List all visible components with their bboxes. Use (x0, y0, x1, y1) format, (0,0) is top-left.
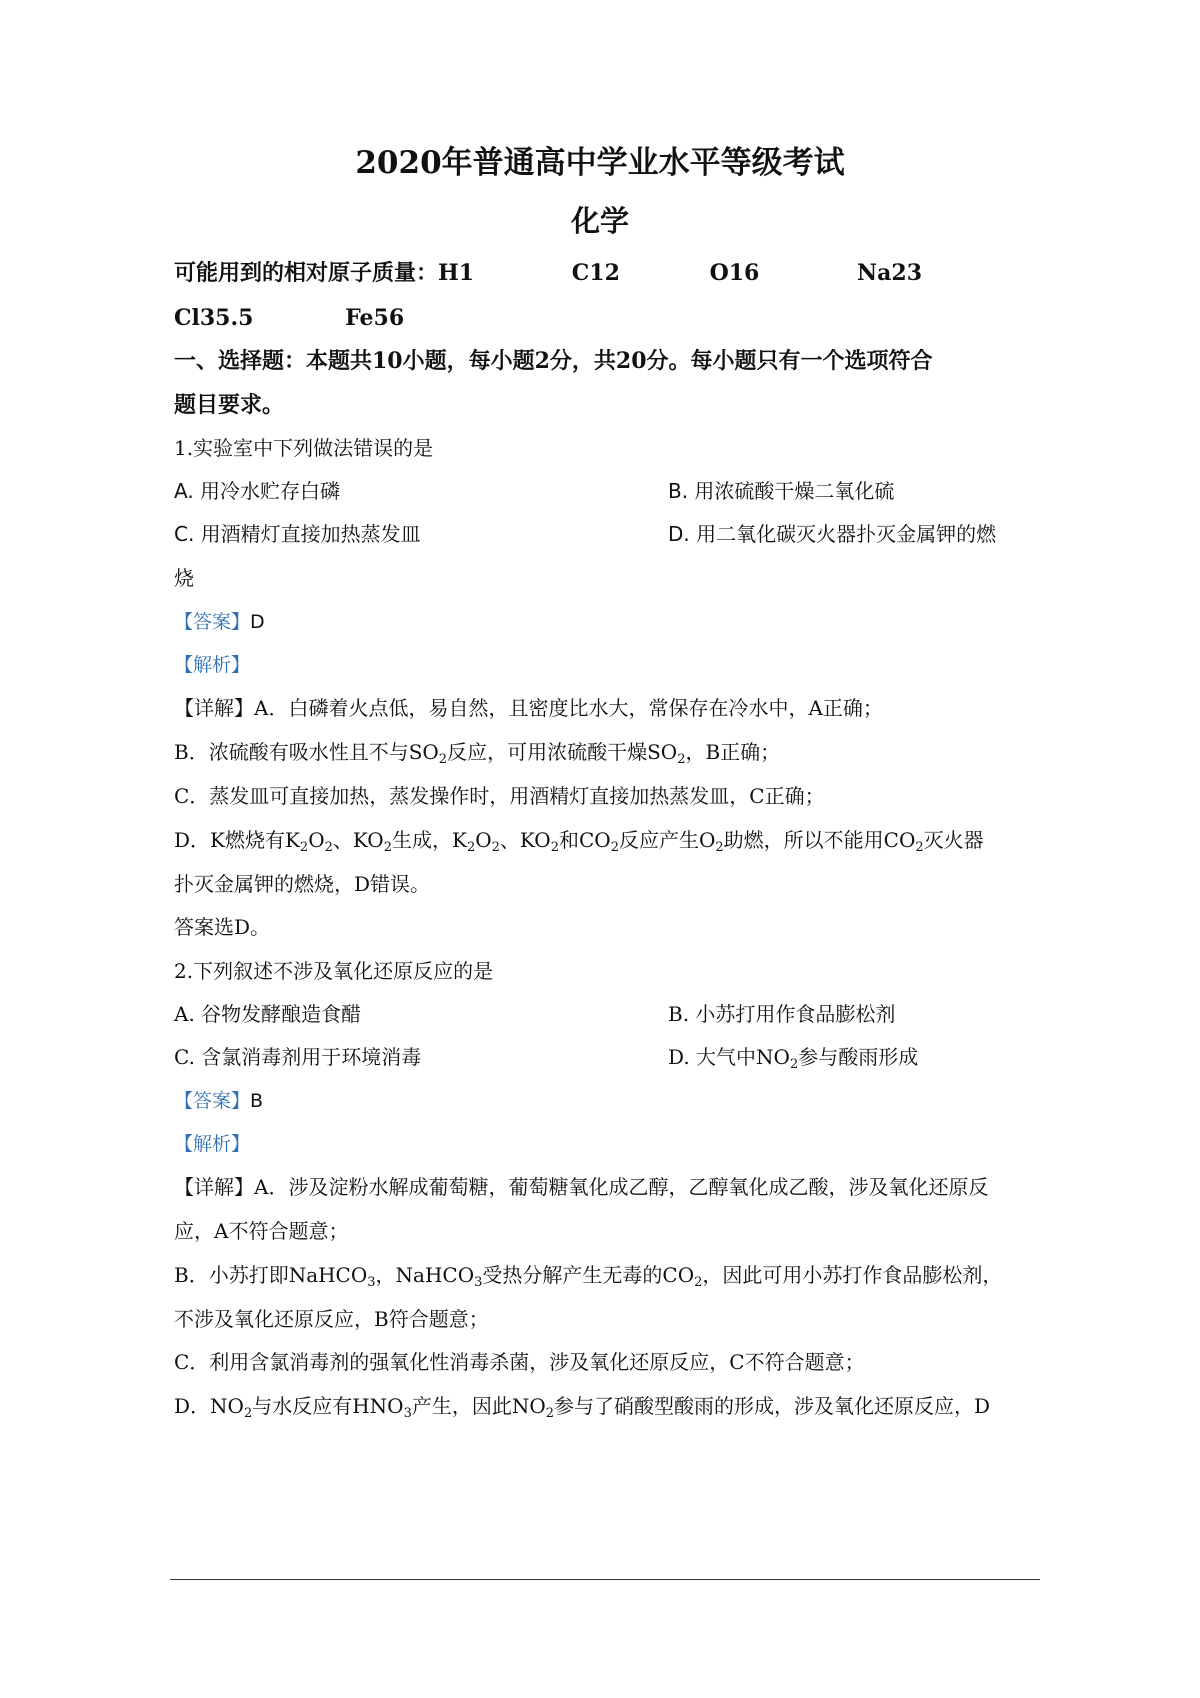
section-heading-cont: 题目要求。 (174, 392, 285, 418)
atomic-mass-fe: Fe56 (345, 305, 405, 331)
q1-option-d: D. 用二氧化碳灭火器扑灭金属钾的燃 (668, 522, 997, 546)
q1-option-c: C. 用酒精灯直接加热蒸发皿 (174, 522, 421, 546)
q1-answer (174, 611, 1044, 632)
atomic-mass-label: 可能用到的相对原子质量： (174, 260, 439, 286)
atomic-mass-c: C12 (571, 260, 620, 286)
atomic-mass-o: O16 (709, 260, 760, 286)
answer-label: 【答案】 (174, 1090, 251, 1112)
q2-detail-d: D．$NO_2$与水反应有$HNO_3$产生，因此$NO_2$参与了硝酸型酸雨的形成，涉及氧化还原反应，D (174, 1394, 991, 1421)
atomic-mass-line-2 (174, 307, 1044, 329)
q2-option-a: A. 谷物发酵酿造食醋 (174, 1002, 362, 1026)
q2-option-c: C. 含氯消毒剂用于环境消毒 (174, 1045, 422, 1069)
q1-option-b: B. 用浓硫酸干燥二氧化硫 (668, 479, 895, 503)
q2-analysis (174, 1133, 1044, 1154)
q1-analysis (174, 654, 1044, 675)
q1-detail-d-cont: 扑灭金属钾的燃烧，D错误。 (174, 872, 431, 896)
q2-option-d: D. 大气中$NO_2$参与酸雨形成 (668, 1045, 919, 1072)
q1-detail-b: B．浓硫酸有吸水性且不与$SO_2$反应，可用浓硫酸干燥$SO_2$，B正确； (174, 740, 781, 767)
q2-answer-value: B (250, 1090, 264, 1112)
atomic-mass-cl: Cl35.5 (174, 305, 254, 331)
atomic-mass-h: H1 (438, 260, 475, 286)
q1-option-a: A. 用冷水贮存白磷 (174, 479, 341, 503)
q1-conclusion: 答案选D。 (174, 915, 271, 939)
footer-rule (170, 1579, 1040, 1580)
q2-detail-b: B．小苏打即NaHCO$_3$，NaHCO$_3$受热分解产生无毒的$CO_2$，因此可用小苏打作食品膨松剂， (174, 1263, 1003, 1290)
q1-stem: 1.实验室中下列做法错误的是 (174, 436, 434, 460)
q1-answer-value: D (250, 611, 265, 633)
exam-title: 2020年普通高中学业水平等级考试 (355, 145, 845, 181)
q2-stem: 2.下列叙述不涉及氧化还原反应的是 (174, 959, 494, 983)
q1-detail-c: C．蒸发皿可直接加热，蒸发操作时，用酒精灯直接加热蒸发皿，C正确； (174, 784, 825, 808)
section-heading: 一、选择题：本题共10小题，每小题2分，共20分。每小题只有一个选项符合 (174, 348, 933, 374)
q1-option-d-cont: 烧 (174, 566, 194, 590)
q2-detail-b-cont: 不涉及氧化还原反应，B符合题意； (174, 1307, 489, 1331)
analysis-label: 【解析】 (174, 1133, 251, 1155)
q2-answer (174, 1090, 1044, 1111)
atomic-mass-na: Na23 (857, 260, 923, 286)
atomic-mass-line-1 (174, 262, 1044, 284)
q2-detail-c: C．利用含氯消毒剂的强氧化性消毒杀菌，涉及氧化还原反应，C不符合题意； (174, 1350, 865, 1374)
answer-label: 【答案】 (174, 611, 251, 633)
q2-detail-a-cont: 应，A不符合题意； (174, 1219, 349, 1243)
q1-detail-d: D．K燃烧有$K_2O_2$、$KO_2$生成，$K_2O_2$、$KO_2$和$CO_2$反应产生$O_2$助燃，所以不能用$CO_2$灭火器 (174, 828, 984, 855)
analysis-label: 【解析】 (174, 654, 251, 676)
subject-title: 化学 (570, 204, 629, 238)
q1-detail-a: 【详解】A．白磷着火点低，易自然，且密度比水大，常保存在冷水中，A正确； (174, 696, 883, 720)
q2-detail-a: 【详解】A．涉及淀粉水解成葡萄糖，葡萄糖氧化成乙醇，乙醇氧化成乙酸，涉及氧化还原反 (174, 1175, 989, 1199)
q2-option-b: B. 小苏打用作食品膨松剂 (668, 1002, 896, 1026)
